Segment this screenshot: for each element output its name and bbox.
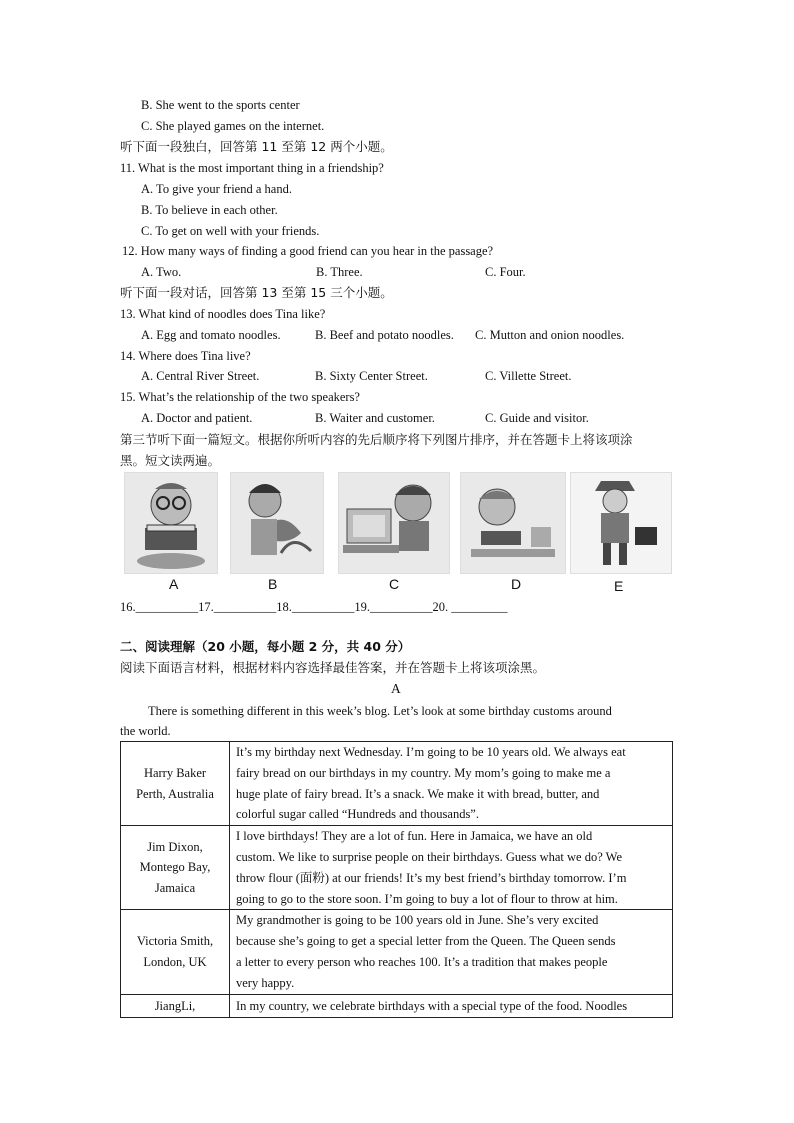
custom-text-cell: [230, 742, 673, 826]
q12-option-c: C. Four.: [485, 265, 526, 279]
q13-question: 13. What kind of noodles does Tina like?: [120, 307, 326, 321]
person-name-cell: [121, 826, 230, 910]
person-name-cell: [121, 742, 230, 826]
table-row: [121, 994, 673, 1018]
q10-option-c: C. She played games on the internet.: [141, 119, 325, 133]
section3-instruction-line1: 第三节听下面一篇短文。根据你所听内容的先后顺序将下列图片排序，并在答题卡上将该项涂: [120, 432, 633, 447]
person-location-line: London, UK: [143, 954, 207, 969]
text-line: custom. We like to surprise people on their birthdays. Guess what we do? We: [236, 849, 622, 864]
custom-text-cell: [230, 910, 673, 994]
q15-option-c: C. Guide and visitor.: [485, 411, 589, 425]
passage-intro-line1: There is something different in this week’s blog. Let’s look at some birthday customs around: [148, 704, 612, 718]
person-name-line: Harry Baker: [143, 765, 207, 780]
q12-question: 12. How many ways of finding a good friend can you hear in the passage?: [122, 244, 494, 258]
picture-label-d: D: [511, 576, 522, 592]
picture-label-b: B: [268, 576, 278, 592]
person-name-line: Victoria Smith,: [136, 934, 214, 949]
q14-option-b: B. Sixty Center Street.: [315, 369, 428, 383]
picture-label-e: E: [614, 578, 624, 594]
person-location-line: Jamaica: [154, 881, 196, 896]
passage-label: A: [391, 681, 401, 696]
picture-b-girl-with-plants: [230, 472, 324, 574]
text-line: It’s my birthday next Wednesday. I’m going to be 10 years old. We always eat: [236, 745, 626, 759]
text-line: going to go to the store soon. I’m going to buy a lot of flour to throw at him.: [236, 891, 618, 906]
instruction-13-15: 听下面一段对话，回答第 13 至第 15 三个小题。: [120, 285, 393, 300]
q13-option-a: A. Egg and tomato noodles.: [141, 328, 281, 342]
person-name-cell: [121, 994, 230, 1018]
text-line: very happy.: [236, 975, 295, 990]
instruction-11-12: 听下面一段独白，回答第 11 至第 12 两个小题。: [120, 139, 393, 154]
section3-instruction-line2: 黑。短文读两遍。: [120, 453, 221, 468]
person-name-line: Jim Dixon,: [147, 839, 203, 854]
q13-option-b: B. Beef and potato noodles.: [315, 328, 454, 342]
text-line: colorful sugar called “Hundreds and thousands”.: [236, 807, 479, 822]
person-name-line: JiangLi,: [154, 998, 196, 1013]
picture-a-boy-reading: [124, 472, 218, 574]
reading-heading: 二、阅读理解（20 小题，每小题 2 分，共 40 分）: [120, 639, 411, 654]
q11-option-b: B. To believe in each other.: [141, 203, 278, 217]
person-location-line: Perth, Australia: [136, 786, 214, 801]
person-location-line: Montego Bay,: [139, 860, 211, 875]
q13-option-c: C. Mutton and onion noodles.: [475, 328, 625, 342]
q10-option-b: B. She went to the sports center: [141, 98, 300, 112]
text-line: fairy bread on our birthdays in my country. My mom’s going to make me a: [236, 765, 611, 780]
q15-option-b: B. Waiter and customer.: [315, 411, 435, 425]
q11-option-a: A. To give your friend a hand.: [141, 182, 292, 196]
q11-question: 11. What is the most important thing in a friendship?: [120, 161, 384, 175]
text-line: throw flour (面粉) at our friends! It’s my best friend’s birthday tomorrow. I’m: [236, 870, 627, 885]
text-line: because she’s going to get a special letter from the Queen. The Queen sends: [236, 934, 616, 949]
q12-option-a: A. Two.: [141, 265, 182, 279]
q14-question: 14. Where does Tina live?: [120, 349, 251, 363]
reading-instruction: 阅读下面语言材料，根据材料内容选择最佳答案，并在答题卡上将该项涂黑。: [120, 660, 546, 675]
text-line: a letter to every person who reaches 100. It’s a tradition that makes people: [236, 954, 608, 969]
answer-blanks-16-20: 16.__________17.__________18.__________19.__________20. _________: [120, 600, 508, 614]
custom-text-cell: [230, 826, 673, 910]
q14-option-a: A. Central River Street.: [141, 369, 260, 383]
q14-option-c: C. Villette Street.: [485, 369, 572, 383]
text-line: I love birthdays! They are a lot of fun. Here in Jamaica, we have an old: [236, 829, 593, 844]
person-name-cell: [121, 910, 230, 994]
picture-label-a: A: [169, 576, 179, 592]
table-row: [121, 910, 673, 994]
q12-option-b: B. Three.: [316, 265, 363, 279]
text-line: huge plate of fairy bread. It’s a snack. We make it with bread, butter, and: [236, 786, 600, 801]
text-line: In my country, we celebrate birthdays with a special type of the food. Noodles: [236, 998, 628, 1013]
text-line: My grandmother is going to be 100 years old in June. She’s very excited: [236, 913, 599, 928]
passage-intro-line2: the world.: [120, 724, 171, 738]
q11-option-c: C. To get on well with your friends.: [141, 224, 320, 238]
table-row: [121, 742, 673, 826]
picture-d-boy-reading-at-desk: [460, 472, 566, 574]
picture-e-explorer-with-case: [570, 472, 672, 574]
table-row: [121, 826, 673, 910]
q15-option-a: A. Doctor and patient.: [141, 411, 253, 425]
picture-row: [122, 472, 672, 597]
q15-question: 15. What’s the relationship of the two speakers?: [120, 390, 360, 404]
picture-c-boy-at-computer: [338, 472, 450, 574]
picture-label-c: C: [389, 576, 400, 592]
birthday-customs-table: [120, 741, 673, 1018]
custom-text-cell: [230, 994, 673, 1018]
